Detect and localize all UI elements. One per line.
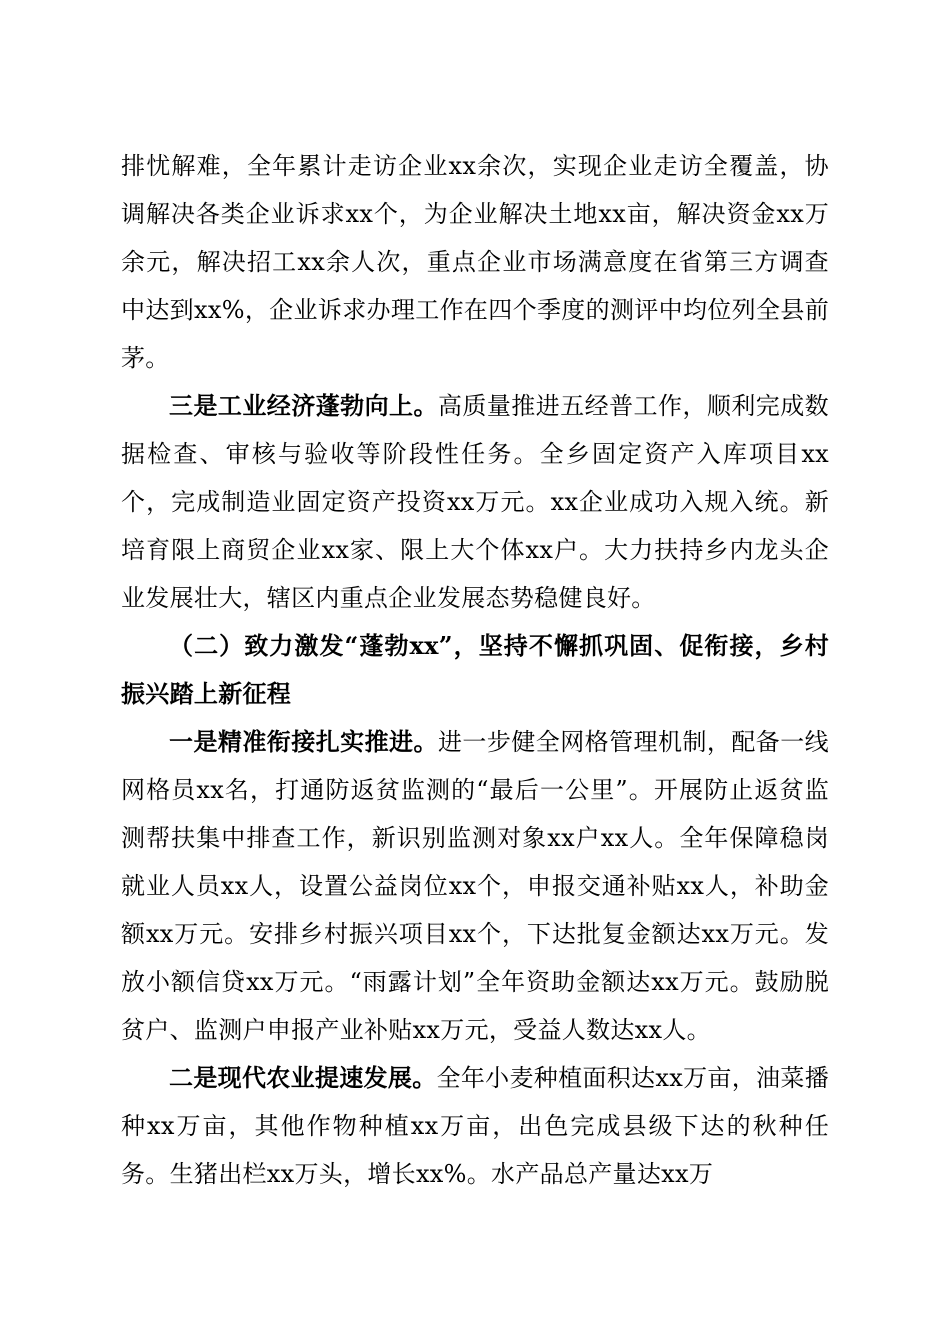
paragraph-modern-agriculture <box>121 1054 829 1198</box>
paragraph-text: 高质量推进五经普工作，顺利完成数据检查、审核与验收等阶段性任务。全乡固定资产入库项目xx个，完成制造业固定资产投资xx万元。xx企业成功入规入统。新培育限上商贸企业xx家、限上大个体xx户。大力扶持乡内龙头企业发展壮大，辖区内重点企业发展态势稳健良好。 <box>121 392 829 612</box>
paragraph-precise-connection <box>121 718 829 1054</box>
section-heading: （二）致力激发“蓬勃xx”，坚持不懈抓巩固、促衔接，乡村振兴踏上新征程 <box>121 631 829 708</box>
paragraph-text: 进一步健全网格管理机制，配备一线网格员xx名，打通防返贫监测的“最后一公里”。开展防止返贫监测帮扶集中排查工作，新识别监测对象xx户xx人。全年保障稳岗就业人员xx人，设置公益岗位xx个，申报交通补贴xx人，补助金额xx万元。安排乡村振兴项目xx个，下达批复金额达xx万元。发放小额信贷xx万元。“雨露计划”全年资助金额达xx万元。鼓励脱贫户、监测户申报产业补贴xx万元，受益人数达xx人。 <box>121 728 829 1044</box>
paragraph-industrial-economy <box>121 382 829 622</box>
document-body <box>121 142 829 1198</box>
paragraph-lead: 三是工业经济蓬勃向上。 <box>169 391 438 420</box>
paragraph-text: 排忧解难，全年累计走访企业xx余次，实现企业走访全覆盖，协调解决各类企业诉求xx个，为企业解决土地xx亩，解决资金xx万余元，解决招工xx余人次，重点企业市场满意度在省第三方调查中达到xx%，企业诉求办理工作在四个季度的测评中均位列全县前茅。 <box>121 152 829 372</box>
paragraph-lead: 二是现代农业提速发展。 <box>169 1063 437 1092</box>
paragraph-text: 全年小麦种植面积达xx万亩，油菜播种xx万亩，其他作物种植xx万亩，出色完成县级下达的秋种任务。生猪出栏xx万头，增长xx%。水产品总产量达xx万 <box>121 1064 829 1188</box>
paragraph-lead: 一是精准衔接扎实推进。 <box>169 727 438 756</box>
paragraph-enterprise-service <box>121 142 829 382</box>
